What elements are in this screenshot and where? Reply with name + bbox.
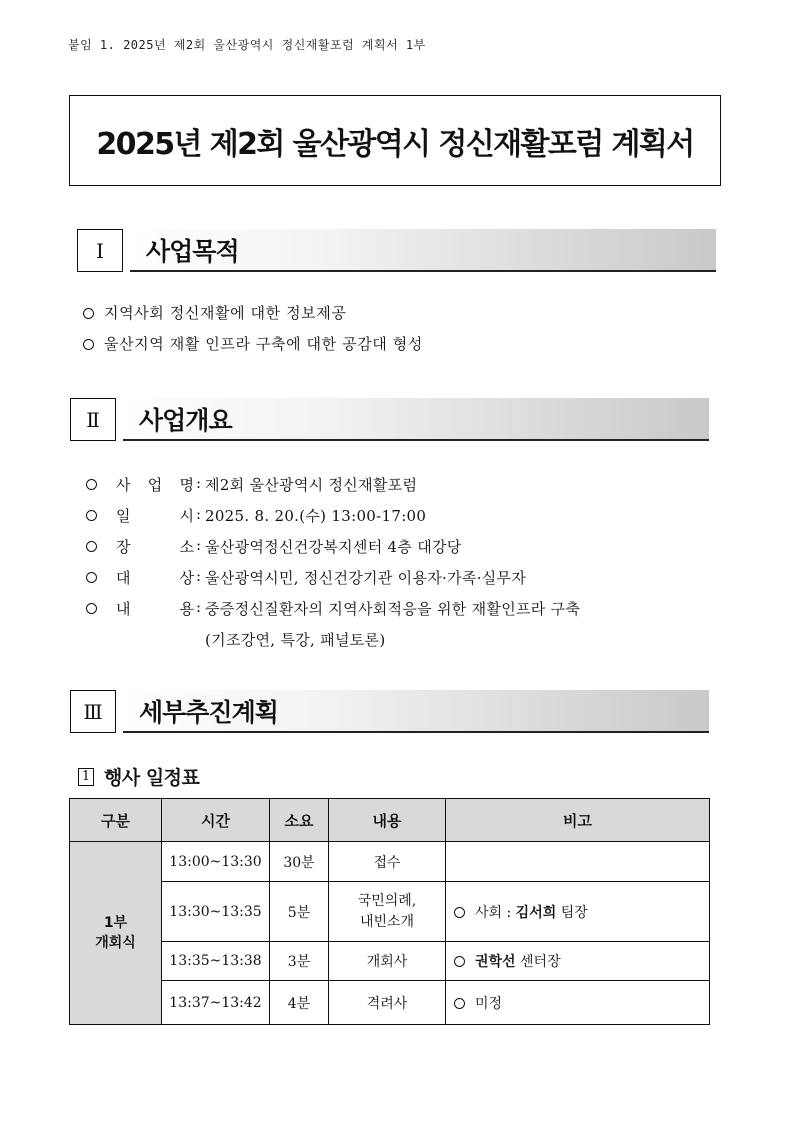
schedule-table xyxy=(69,798,710,1025)
header-content: 내용 xyxy=(329,799,446,842)
table-row xyxy=(70,842,710,882)
overview-label: 장 소 xyxy=(116,538,194,556)
time-cell: 13:30~13:35 xyxy=(162,882,270,942)
header-category: 구분 xyxy=(70,799,162,842)
time-cell: 13:35~13:38 xyxy=(162,942,270,981)
duration-cell: 5분 xyxy=(270,882,329,942)
document-title-box xyxy=(69,95,721,186)
overview-place-value: 울산광역정신건강복지센터 4층 대강당 xyxy=(205,538,462,556)
section-3-number: Ⅲ xyxy=(70,690,116,733)
group-cell xyxy=(70,842,162,1025)
circle-bullet-icon xyxy=(83,308,94,319)
section-3-header xyxy=(70,690,709,734)
purpose-item xyxy=(83,302,346,323)
note-cell xyxy=(446,842,710,882)
circle-bullet-icon xyxy=(83,339,94,350)
note-name: 권학선 xyxy=(475,954,516,970)
note-cell xyxy=(446,981,710,1025)
duration-cell: 3분 xyxy=(270,942,329,981)
section-2-header xyxy=(70,398,709,442)
table-header-row xyxy=(70,799,710,842)
overview-label: 내 용 xyxy=(116,600,194,618)
duration-cell: 30분 xyxy=(270,842,329,882)
overview-date-value: 2025. 8. 20.(수) 13:00-17:00 xyxy=(205,507,427,525)
table-row xyxy=(70,942,710,981)
circle-bullet-icon xyxy=(86,510,97,521)
header-note: 비고 xyxy=(446,799,710,842)
section-3-title: 세부추진계획 xyxy=(139,697,278,727)
circle-bullet-icon xyxy=(86,479,97,490)
colon: : xyxy=(196,598,202,616)
overview-content-value-2: (기조강연, 특강, 패널토론) xyxy=(205,631,386,649)
table-row xyxy=(70,981,710,1025)
section-2-number: Ⅱ xyxy=(70,398,116,441)
section-2-bar xyxy=(123,398,709,441)
section-2-title: 사업개요 xyxy=(139,405,232,435)
circle-bullet-icon xyxy=(454,956,465,967)
time-cell: 13:00~13:30 xyxy=(162,842,270,882)
note-cell xyxy=(446,882,710,942)
colon: : xyxy=(196,474,202,492)
overview-name-value: 제2회 울산광역시 정신재활포럼 xyxy=(205,476,418,494)
schedule-heading xyxy=(78,763,199,790)
note-prefix: 미정 xyxy=(475,995,503,1012)
header-duration: 소요 xyxy=(270,799,329,842)
colon: : xyxy=(196,505,202,523)
schedule-title: 행사 일정표 xyxy=(104,767,200,789)
section-1-number: Ⅰ xyxy=(77,229,123,272)
document-title: 2025년 제2회 울산광역시 정신재활포럼 계획서 xyxy=(96,126,694,162)
content-line-2: 내빈소개 xyxy=(359,913,415,930)
table-row xyxy=(70,882,710,942)
overview-content-value: 중증정신질환자의 지역사회적응을 위한 재활인프라 구축 xyxy=(205,600,581,618)
note-name: 김서희 xyxy=(515,904,557,921)
overview-label: 사 업 명 xyxy=(116,476,194,494)
circle-bullet-icon xyxy=(86,603,97,614)
group-label-1: 1부 xyxy=(103,915,128,931)
time-cell: 13:37~13:42 xyxy=(162,981,270,1025)
colon: : xyxy=(196,536,202,554)
section-3-bar xyxy=(123,690,709,733)
circle-bullet-icon xyxy=(454,998,465,1009)
circle-bullet-icon xyxy=(454,907,465,918)
group-label-2: 개회식 xyxy=(95,935,136,951)
overview-label: 일 시 xyxy=(116,507,194,525)
circle-bullet-icon xyxy=(86,541,97,552)
content-cell xyxy=(329,882,446,942)
note-prefix: 사회 : xyxy=(475,904,516,921)
content-cell: 개회사 xyxy=(329,942,446,981)
colon: : xyxy=(196,567,202,585)
content-cell: 격려사 xyxy=(329,981,446,1025)
attachment-line: 붙임 1. 2025년 제2회 울산광역시 정신재활포럼 계획서 1부 xyxy=(68,38,426,52)
note-cell xyxy=(446,942,710,981)
purpose-item xyxy=(83,333,423,354)
purpose-text: 울산지역 재활 인프라 구축에 대한 공감대 형성 xyxy=(104,335,423,353)
circle-bullet-icon xyxy=(86,572,97,583)
section-1-bar xyxy=(130,229,716,272)
purpose-text: 지역사회 정신재활에 대한 정보제공 xyxy=(104,304,347,322)
content-cell: 접수 xyxy=(329,842,446,882)
note-suffix: 센터장 xyxy=(515,954,561,970)
duration-cell: 4분 xyxy=(270,981,329,1025)
note-suffix: 팀장 xyxy=(556,904,588,921)
overview-target-value: 울산광역시민, 정신건강기관 이용자·가족·실무자 xyxy=(205,569,527,587)
header-time: 시간 xyxy=(162,799,270,842)
overview-label: 대 상 xyxy=(116,569,194,587)
content-line-1: 국민의례, xyxy=(357,892,417,909)
schedule-number: 1 xyxy=(78,768,94,786)
section-1-title: 사업목적 xyxy=(146,236,239,266)
section-1-header xyxy=(77,229,716,273)
